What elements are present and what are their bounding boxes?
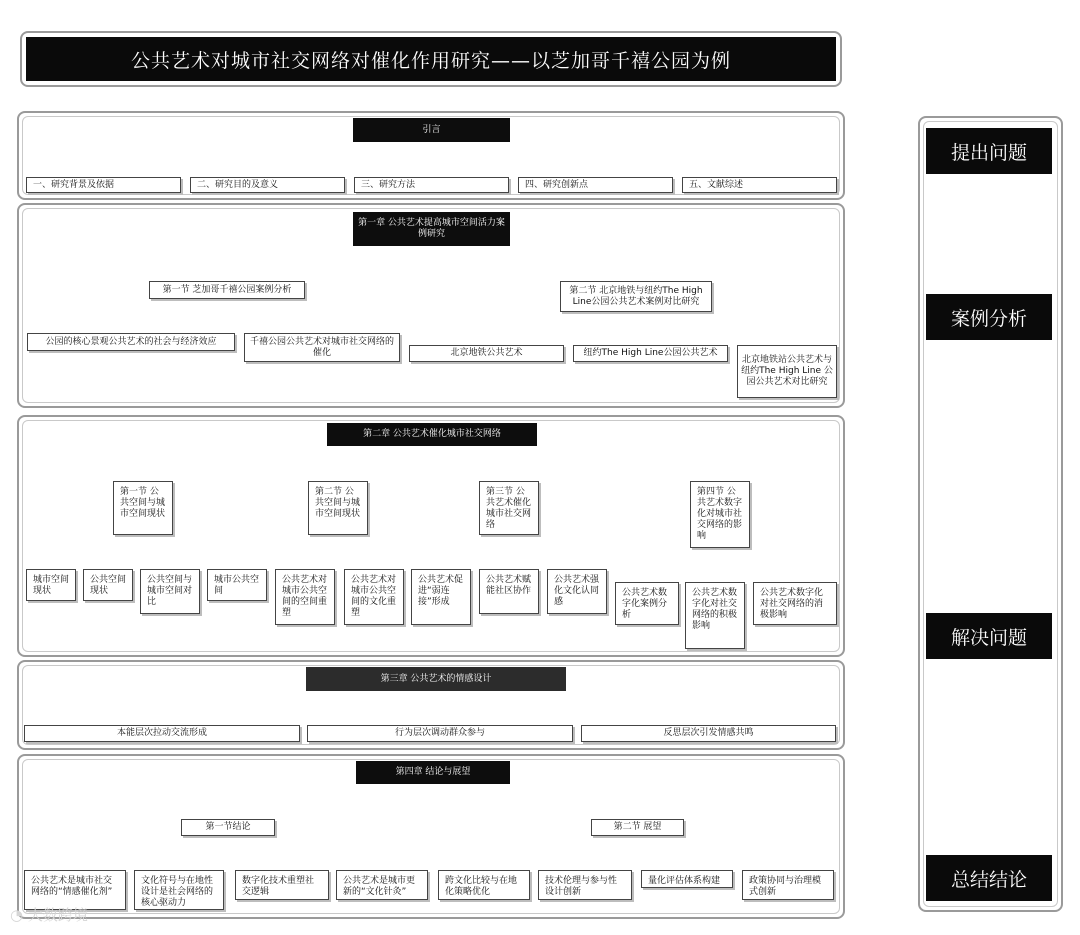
chapter2-section4-head: 第四节 公共艺术数字化对城市社交网络的影响 [690, 481, 750, 548]
intro-item: 四、研究创新点 [518, 177, 673, 193]
chapter4-section1-item: 公共艺术是城市社交网络的“情感催化剂” [24, 870, 126, 910]
side-label-conclude: 总结结论 [926, 855, 1052, 901]
chapter2-section3-item: 公共艺术促进“弱连接”形成 [411, 569, 471, 625]
chapter1-section2-head: 第二节 北京地铁与纽约The High Line公园公共艺术案例对比研究 [560, 281, 712, 312]
chapter2-section1-item: 城市空间现状 [26, 569, 76, 601]
chapter4-section1-item: 文化符号与在地性设计是社会网络的核心驱动力 [134, 870, 224, 910]
chapter2-section1-item: 公共空间现状 [83, 569, 133, 601]
chapter4-section2-head: 第二节 展望 [591, 819, 684, 836]
chapter3-head: 第三章 公共艺术的情感设计 [306, 667, 566, 691]
side-label-analyze: 案例分析 [926, 294, 1052, 340]
chapter1-head: 第一章 公共艺术提高城市空间活力案例研究 [353, 212, 510, 246]
chapter2-head: 第二章 公共艺术催化城市社交网络 [327, 423, 537, 446]
chapter4-section2-item: 跨文化比较与在地化策略优化 [438, 870, 530, 900]
chapter3-item: 行为层次调动群众参与 [307, 725, 573, 742]
watermark-logo-icon: ◔ [10, 906, 24, 924]
chapter4-section1-head: 第一节结论 [181, 819, 275, 836]
intro-item: 三、研究方法 [354, 177, 509, 193]
intro-item: 二、研究目的及意义 [190, 177, 345, 193]
chapter2-section3-item: 公共艺术强化文化认同感 [547, 569, 607, 614]
chapter4-section1-item: 公共艺术是城市更新的“文化针灸” [336, 870, 428, 900]
chapter4-section2-item: 政策协同与治理模式创新 [742, 870, 834, 900]
chapter3-item: 本能层次拉动交流形成 [24, 725, 300, 742]
watermark-text: 大数跨境 [27, 906, 88, 924]
chapter1-section2-item: 北京地铁公共艺术 [409, 345, 564, 362]
chapter4-section2-item: 技术伦理与参与性设计创新 [538, 870, 632, 900]
chapter2-section2-head: 第二节 公共空间与城市空间现状 [308, 481, 368, 535]
chapter4-section1-item: 数字化技术重塑社交逻辑 [235, 870, 329, 900]
watermark [10, 904, 88, 925]
chapter1-section1-head: 第一节 芝加哥千禧公园案例分析 [149, 281, 305, 299]
chapter1-section1-item: 公园的核心景观公共艺术的社会与经济效应 [27, 333, 235, 351]
intro-item: 一、研究背景及依据 [26, 177, 181, 193]
chapter2-section4-item: 公共艺术数字化案例分析 [615, 582, 679, 625]
chapter2-section2-item: 公共艺术对城市公共空间的空间重塑 [275, 569, 335, 625]
chapter2-section1-item: 城市公共空间 [207, 569, 267, 601]
chapter2-section3-item: 公共艺术赋能社区协作 [479, 569, 539, 614]
chapter2-section4-item: 公共艺术数字化对社交网络的积极影响 [685, 582, 745, 649]
chapter3-item: 反思层次引发情感共鸣 [581, 725, 836, 742]
chapter1-section2-item: 北京地铁站公共艺术与纽约The High Line 公园公共艺术对比研究 [737, 345, 837, 398]
chapter2-section3-head: 第三节 公共艺术催化城市社交网络 [479, 481, 539, 535]
diagram-title: 公共艺术对城市社交网络对催化作用研究——以芝加哥千禧公园为例 [26, 37, 836, 81]
chapter4-head: 第四章 结论与展望 [356, 761, 510, 784]
side-label-solve: 解决问题 [926, 613, 1052, 659]
chapter1-section2-item: 纽约The High Line公园公共艺术 [573, 345, 728, 362]
side-column [918, 116, 1063, 912]
chapter2-section1-head: 第一节 公共空间与城市空间现状 [113, 481, 173, 535]
chapter2-section2-item: 公共艺术对城市公共空间的文化重塑 [344, 569, 404, 625]
side-label-propose: 提出问题 [926, 128, 1052, 174]
chapter2-section1-item: 公共空间与城市空间对比 [140, 569, 200, 614]
intro-item: 五、文献综述 [682, 177, 837, 193]
chapter4-section2-item: 量化评估体系构建 [641, 870, 733, 888]
chapter1-section1-item: 千禧公园公共艺术对城市社交网络的催化 [244, 333, 400, 362]
chapter2-section4-item: 公共艺术数字化对社交网络的消极影响 [753, 582, 837, 625]
intro-head: 引言 [353, 118, 510, 142]
